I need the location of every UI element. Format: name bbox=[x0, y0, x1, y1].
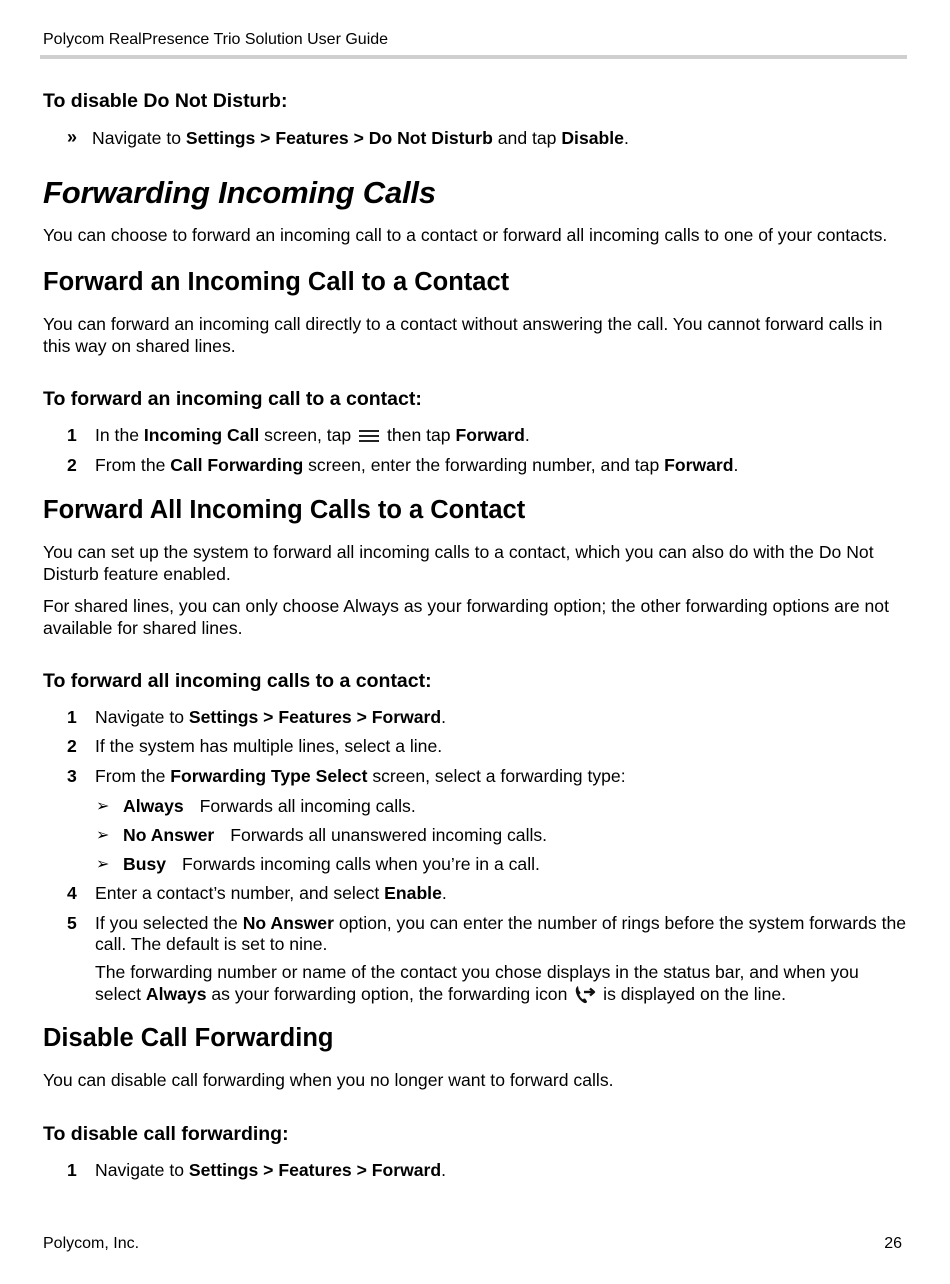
disable-intro: You can disable call forwarding when you no longer want to forward calls. bbox=[43, 1070, 614, 1090]
disable-procedure-heading: To disable call forwarding: bbox=[43, 1123, 289, 1145]
forward-all-intro-1: You can set up the system to forward all incoming calls to a contact, which you can also do with the Do Not Disturb feature enabled. bbox=[43, 542, 874, 584]
sub-bullet-arrow: ➢ bbox=[96, 798, 110, 815]
step-number: 2 bbox=[67, 455, 77, 475]
subsection-title-forward-one: Forward an Incoming Call to a Contact bbox=[43, 268, 510, 296]
step-number: 1 bbox=[67, 1160, 77, 1180]
sub-bullet-arrow: ➢ bbox=[96, 856, 110, 873]
forward-one-step-1: In the Incoming Call screen, tap then tap Forward. bbox=[95, 425, 907, 449]
forward-one-procedure-heading: To forward an incoming call to a contact: bbox=[43, 388, 422, 410]
forward-all-step-2: If the system has multiple lines, select a line. bbox=[95, 736, 443, 756]
dnd-step: Navigate to Settings > Features > Do Not Disturb and tap Disable. bbox=[92, 128, 629, 148]
subsection-title-forward-all: Forward All Incoming Calls to a Contact bbox=[43, 496, 526, 524]
step-number: 2 bbox=[67, 736, 77, 756]
bullet-marker: » bbox=[67, 127, 78, 147]
forward-all-intro-2: For shared lines, you can only choose Always as your forwarding option; the other forwarding options are not available for shared lines. bbox=[43, 596, 889, 638]
forwarding-type-busy: Busy Forwards incoming calls when you’re in a call. bbox=[123, 854, 540, 874]
section-title-forwarding: Forwarding Incoming Calls bbox=[43, 175, 436, 210]
forward-all-note: The forwarding number or name of the contact you chose displays in the status bar, and when you select Always as your forwarding option, the forwarding icon is displayed on the line. bbox=[95, 962, 907, 1010]
call-forward-icon bbox=[574, 983, 596, 1010]
forward-all-step-3: From the Forwarding Type Select screen, select a forwarding type: bbox=[95, 766, 626, 786]
footer-company: Polycom, Inc. bbox=[43, 1235, 140, 1252]
forward-one-intro: You can forward an incoming call directly to a contact without answering the call. You cannot forward calls in this way on shared lines. bbox=[43, 314, 883, 356]
forwarding-type-no-answer: No Answer Forwards all unanswered incoming calls. bbox=[123, 825, 548, 845]
footer-page-number: 26 bbox=[884, 1235, 902, 1252]
forward-all-step-1: Navigate to Settings > Features > Forward. bbox=[95, 707, 447, 727]
step-number: 1 bbox=[67, 707, 77, 727]
disable-step-1: Navigate to Settings > Features > Forward. bbox=[95, 1160, 447, 1180]
sub-bullet-arrow: ➢ bbox=[96, 827, 110, 844]
menu-icon bbox=[358, 428, 380, 449]
dnd-procedure-heading: To disable Do Not Disturb: bbox=[43, 90, 288, 112]
step-number: 1 bbox=[67, 425, 77, 445]
forward-all-procedure-heading: To forward all incoming calls to a contact: bbox=[43, 670, 432, 692]
forwarding-type-always: Always Forwards all incoming calls. bbox=[123, 796, 416, 816]
step-number: 5 bbox=[67, 913, 77, 933]
header-divider bbox=[40, 55, 907, 59]
forwarding-intro: You can choose to forward an incoming call to a contact or forward all incoming calls to one of your contacts. bbox=[43, 225, 888, 245]
page-header: Polycom RealPresence Trio Solution User Guide bbox=[43, 31, 389, 48]
forward-all-step-5: If you selected the No Answer option, you can enter the number of rings before the system forwards the call. The default is set to nine. bbox=[95, 913, 907, 954]
forward-one-step-2: From the Call Forwarding screen, enter the forwarding number, and tap Forward. bbox=[95, 455, 739, 475]
step-number: 4 bbox=[67, 883, 77, 903]
step-number: 3 bbox=[67, 766, 77, 786]
forward-all-step-4: Enter a contact’s number, and select Enable. bbox=[95, 883, 447, 903]
subsection-title-disable: Disable Call Forwarding bbox=[43, 1024, 334, 1052]
